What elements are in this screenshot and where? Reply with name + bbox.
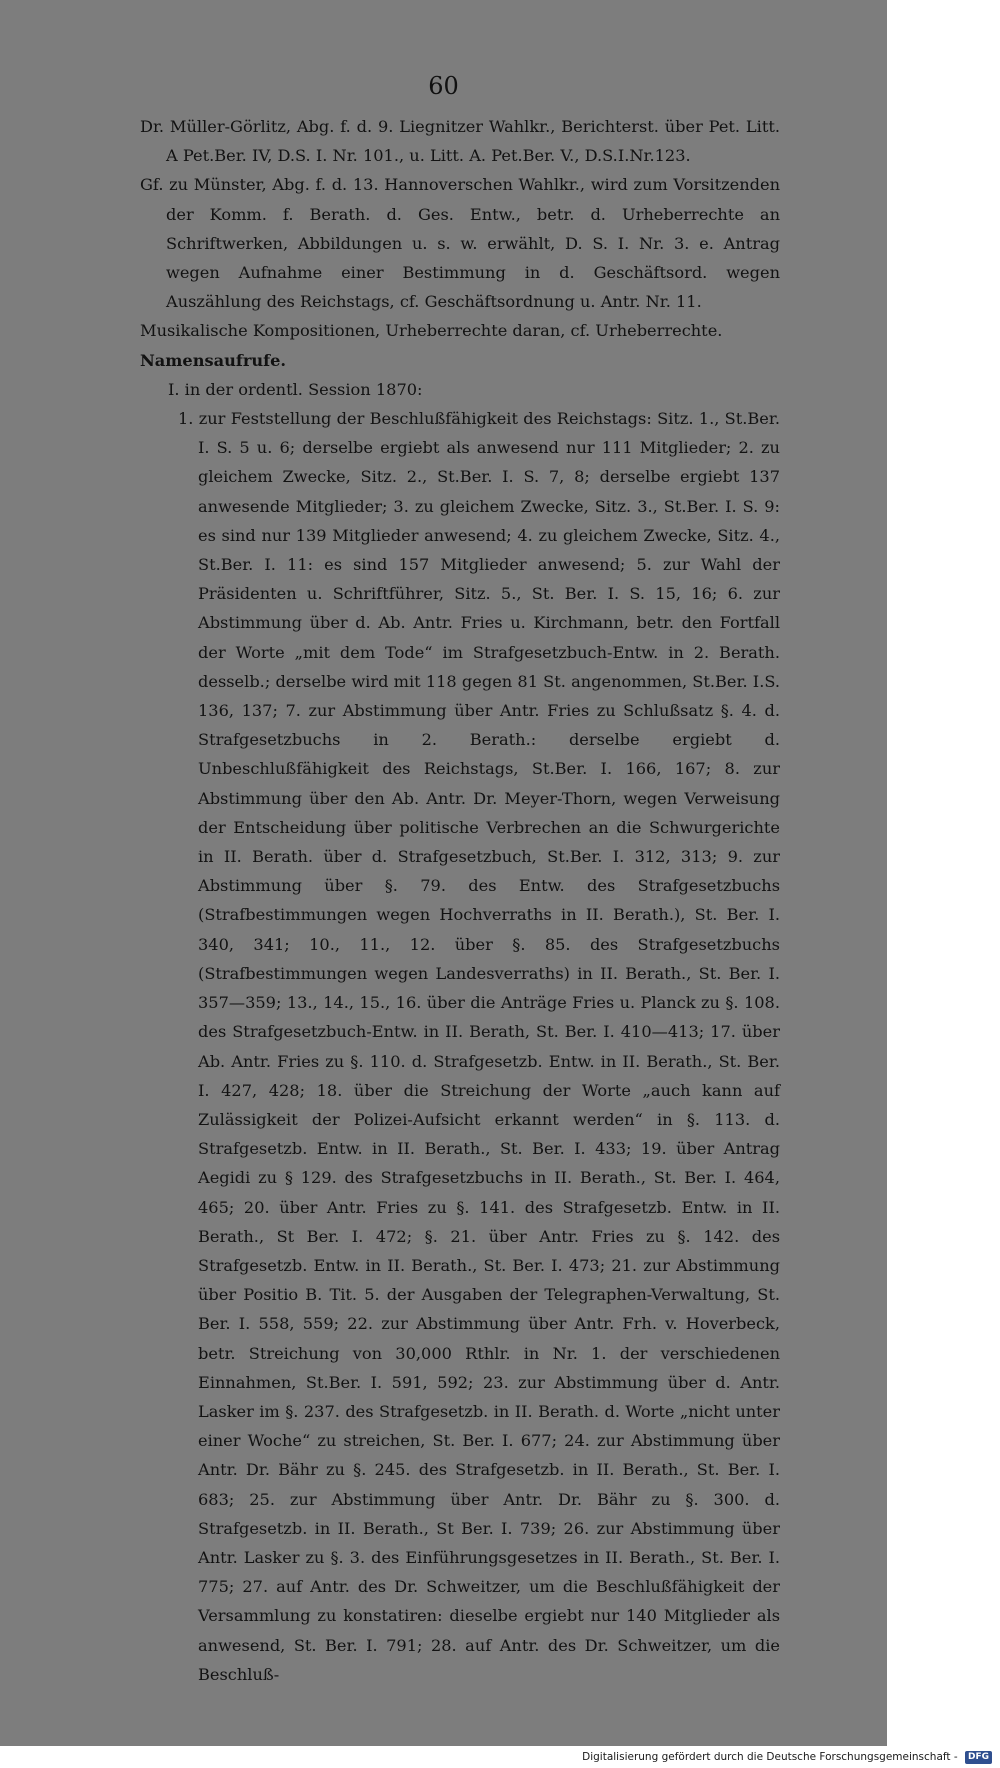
footer-text: Digitalisierung gefördert durch die Deutsche Forschungsgemeinschaft -	[582, 1751, 958, 1763]
session-heading: I. in der ordentl. Session 1870:	[168, 379, 423, 399]
page-number: 60	[428, 72, 459, 100]
entry-namensaufrufe: Namensaufrufe.	[140, 350, 287, 370]
dfg-logo-icon: DFG	[965, 1751, 992, 1764]
entry-mueller: Dr. Müller-Görlitz, Abg. f. d. 9. Liegnitzer Wahlkr., Berichterst. über Pet. Litt. A Pet.Ber. IV, D.S. I. Nr. 101., u. Litt. A. Pet.Ber. V., D.S.I.Nr.123.	[140, 117, 780, 166]
entry-musikalische: Musikalische Kompositionen, Urheberrechte daran, cf. Urheberrechte.	[140, 321, 723, 341]
footer-bar	[0, 1746, 1000, 1768]
entry-muenster: Gf. zu Münster, Abg. f. d. 13. Hannoverschen Wahlkr., wird zum Vorsitzenden der Komm. f. Berath. d. Ges. Entw., betr. d. Urheberrechte an Schriftwerken, Abbildungen u. s. w. erwählt, D. S. I. Nr. 3. e. Antrag wegen Aufnahme einer Bestimmung in d. Geschäftsord. wegen Auszählung des Reichstags, cf. Geschäftsordnung u. Antr. Nr. 11.	[140, 175, 780, 312]
index-text	[140, 112, 780, 1689]
session-paragraph: 1. zur Feststellung der Beschlußfähigkeit des Reichstags: Sitz. 1., St.Ber. I. S. 5 u. 6; derselbe ergiebt als anwesend nur 111 Mitglieder; 2. zu gleichem Zwecke, Sitz. 2., St.Ber. I. S. 7, 8; derselbe ergiebt 137 anwesende Mitglieder; 3. zu gleichem Zwecke, Sitz. 3., St.Ber. I. S. 9: es sind nur 139 Mitglieder anwesend; 4. zu gleichem Zwecke, Sitz. 4., St.Ber. I. 11: es sind 157 Mitglieder anwesend; 5. zur Wahl der Präsidenten u. Schriftführer, Sitz. 5., St. Ber. I. S. 15, 16; 6. zur Abstimmung über d. Ab. Antr. Fries u. Kirchmann, betr. den Fortfall der Worte „mit dem Tode“ im Strafgesetzbuch-Entw. in 2. Berath. desselb.; derselbe wird mit 118 gegen 81 St. angenommen, St.Ber. I.S. 136, 137; 7. zur Abstimmung über Antr. Fries zu Schlußsatz §. 4. d. Strafgesetzbuchs in 2. Berath.: derselbe ergiebt d. Unbeschlußfähigkeit des Reichstags, St.Ber. I. 166, 167; 8. zur Abstimmung über den Ab. Antr. Dr. Meyer-Thorn, wegen Verweisung der Entscheidung über politische Verbrechen an die Schwurgerichte in II. Berath. über d. Strafgesetzbuch, St.Ber. I. 312, 313; 9. zur Abstimmung über §. 79. des Entw. des Strafgesetzbuchs (Strafbestimmungen wegen Hochverraths in II. Berath.), St. Ber. I. 340, 341; 10., 11., 12. über §. 85. des Strafgesetzbuchs (Strafbestimmungen wegen Landesverraths) in II. Berath., St. Ber. I. 357—359; 13., 14., 15., 16. über die Anträge Fries u. Planck zu §. 108. des Strafgesetzbuch-Entw. in II. Berath, St. Ber. I. 410—413; 17. über Ab. Antr. Fries zu §. 110. d. Strafgesetzb. Entw. in II. Berath., St. Ber. I. 427, 428; 18. über die Streichung der Worte „auch kann auf Zulässigkeit der Polizei-Aufsicht erkannt werden“ in §. 113. d. Strafgesetzb. Entw. in II. Berath., St. Ber. I. 433; 19. über Antrag Aegidi zu § 129. des Strafgesetzbuchs in II. Berath., St. Ber. I. 464, 465; 20. über Antr. Fries zu §. 141. des Strafgesetzb. Entw. in II. Berath., St Ber. I. 472; §. 21. über Antr. Fries zu §. 142. des Strafgesetzb. Entw. in II. Berath., St. Ber. I. 473; 21. zur Abstimmung über Positio B. Tit. 5. der Ausgaben der Telegraphen-Verwaltung, St. Ber. I. 558, 559; 22. zur Abstimmung über Antr. Frh. v. Hoverbeck, betr. Streichung von 30,000 Rthlr. in Nr. 1. der verschiedenen Einnahmen, St.Ber. I. 591, 592; 23. zur Abstimmung über d. Antr. Lasker im §. 237. des Strafgesetzb. in II. Berath. d. Worte „nicht unter einer Woche“ zu streichen, St. Ber. I. 677; 24. zur Abstimmung über Antr. Dr. Bähr zu §. 245. des Strafgesetzb. in II. Berath., St. Ber. I. 683; 25. zur Abstimmung über Antr. Dr. Bähr zu §. 300. d. Strafgesetzb. in II. Berath., St Ber. I. 739; 26. zur Abstimmung über Antr. Lasker zu §. 3. des Einführungsgesetzes in II. Berath., St. Ber. I. 775; 27. auf Antr. des Dr. Schweitzer, um die Beschlußfähigkeit der Versammlung zu konstatiren: dieselbe ergiebt nur 140 Mitglieder als anwesend, St. Ber. I. 791; 28. auf Antr. des Dr. Schweitzer, um die Beschluß-	[178, 409, 780, 1684]
